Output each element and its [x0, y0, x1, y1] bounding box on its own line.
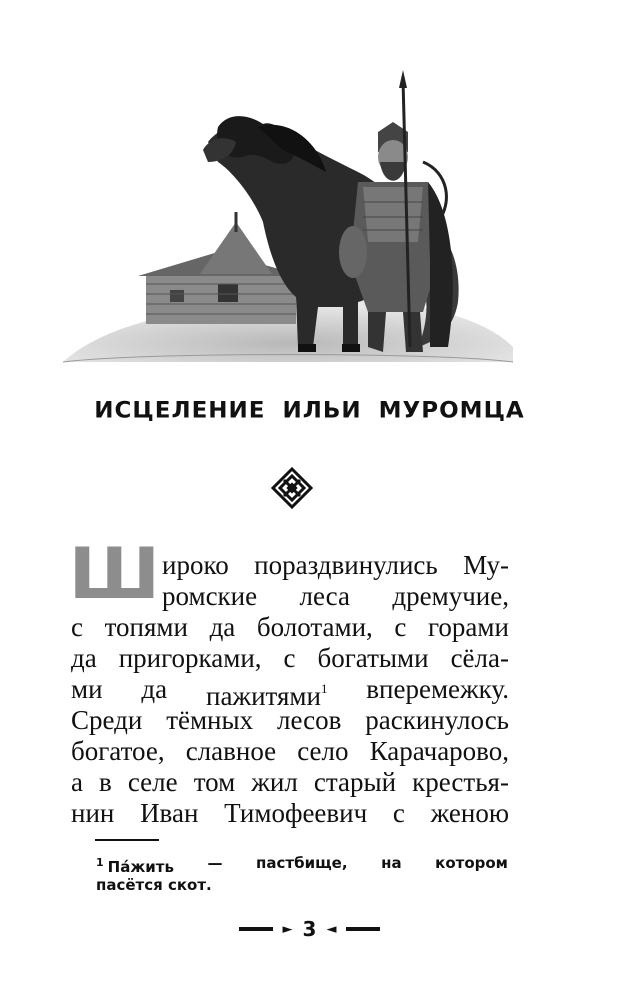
word: богатыми	[317, 643, 429, 673]
word: Му-	[463, 550, 509, 580]
word: раскинулось	[365, 705, 509, 735]
text-line-2	[162, 580, 509, 612]
footnote-number: 1	[96, 856, 104, 869]
word: да	[209, 612, 236, 642]
word: селе	[127, 767, 178, 797]
word: вперемежку.	[366, 674, 509, 704]
word: с	[71, 612, 83, 642]
word: да	[71, 643, 97, 673]
word: тёмных	[166, 705, 254, 735]
footnote-line-2: пасётся скот.	[96, 876, 212, 894]
word: ромские	[162, 581, 258, 611]
bogatyr-with-horse-illustration	[58, 62, 520, 374]
word: ми	[71, 674, 103, 704]
drop-cap: Ш	[68, 533, 159, 615]
word: пораздвинулись	[254, 550, 438, 580]
word: славное	[185, 736, 277, 766]
footnote-divider	[95, 839, 159, 841]
word: том	[193, 767, 236, 797]
word: с	[394, 612, 407, 642]
footnote-reference[interactable]: 1	[320, 681, 328, 696]
word: горами	[428, 612, 509, 642]
word: пригорками,	[118, 643, 262, 673]
word: крестья-	[412, 767, 509, 797]
left-arrow-icon: ◄	[326, 921, 337, 937]
text-line-3	[71, 611, 509, 643]
word: болотами,	[256, 612, 373, 642]
page-number: 3	[302, 917, 317, 941]
word: Карачарово,	[369, 736, 509, 766]
word: Среди	[71, 705, 143, 735]
word: пажитями	[206, 681, 321, 711]
word: да	[141, 674, 168, 704]
word: жил	[251, 767, 298, 797]
word: Тимофеевич	[224, 798, 368, 828]
page-number-block	[0, 912, 619, 941]
word: дремучие,	[392, 581, 509, 611]
text-line-7	[71, 735, 509, 767]
text-line-4	[71, 642, 509, 674]
footnote-word: пастбище,	[256, 854, 348, 872]
footnote-word: —	[207, 854, 223, 872]
word: сёла-	[450, 643, 509, 673]
text-line-1	[162, 549, 509, 581]
text-line-8	[71, 766, 509, 798]
word: Иван	[140, 798, 199, 828]
word: топями	[104, 612, 188, 642]
word: леса	[299, 581, 350, 611]
right-arrow-icon: ►	[282, 921, 293, 937]
text-line-6	[71, 704, 509, 736]
word: село	[297, 736, 349, 766]
right-dash-decoration	[346, 927, 380, 931]
word: лесов	[277, 705, 342, 735]
chapter-title: ИСЦЕЛЕНИЕ ИЛЬИ МУРОМЦА	[94, 398, 525, 424]
left-dash-decoration	[239, 927, 273, 931]
word: с	[283, 643, 296, 673]
word: в	[99, 767, 112, 797]
word: старый	[313, 767, 397, 797]
word: нин	[71, 798, 115, 828]
text-line-9	[71, 797, 509, 829]
decorative-knot-ornament	[270, 466, 314, 510]
word: ироко	[162, 550, 229, 580]
word: с	[392, 798, 405, 828]
word-with-footnote	[206, 673, 328, 711]
word: а	[71, 767, 83, 797]
word: богатое,	[71, 736, 165, 766]
text-line-5	[71, 673, 509, 711]
footnote-word: котором	[435, 854, 508, 872]
footnote-word: на	[381, 854, 402, 872]
word: женою	[430, 798, 509, 828]
footnote-term: Па́жить	[107, 858, 174, 876]
